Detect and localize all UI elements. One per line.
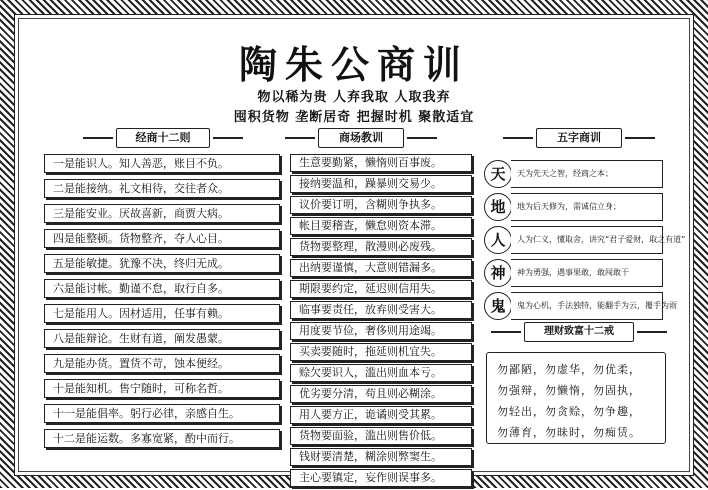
mid-section-title: 商场教训 bbox=[318, 128, 404, 148]
lesson-item: 生意要勤紧，懒惰则百事废。 bbox=[290, 154, 472, 172]
rule-item: 十二是能运数。多寡宽紧，酌中而行。 bbox=[44, 429, 280, 448]
char-circle: 天 bbox=[484, 160, 512, 188]
rule-item: 九是能办货。置货不苛，蚀本便经。 bbox=[44, 354, 280, 373]
admonition-box bbox=[486, 352, 666, 444]
rule-item: 四是能整顿。货物整齐，夺人心目。 bbox=[44, 229, 280, 248]
lesson-item: 钱财要清楚，糊涂则弊窦生。 bbox=[290, 448, 472, 466]
left-section-title: 经商十二则 bbox=[116, 128, 210, 148]
rule-item: 七是能用人。因材适用，任事有赖。 bbox=[44, 304, 280, 323]
right-section-title: 五字商训 bbox=[536, 128, 622, 148]
char-circle: 鬼 bbox=[484, 292, 512, 320]
rule-item: 八是能辩论。生财有道，阐发愚蒙。 bbox=[44, 329, 280, 348]
lesson-item: 优劣要分清，苟且则必糊涂。 bbox=[290, 385, 472, 403]
rule-item: 三是能安业。厌故喜新，商贾大病。 bbox=[44, 204, 280, 223]
lesson-item: 用人要方正，诡谲则受其累。 bbox=[290, 406, 472, 424]
left-list bbox=[44, 154, 280, 454]
lesson-item: 议价要订明，含糊则争执多。 bbox=[290, 196, 472, 214]
lesson-item: 货物要面验，滥出则售价低。 bbox=[290, 427, 472, 445]
mid-list bbox=[290, 154, 472, 490]
char-description: 鬼为心机，手法独特，能翻手为云，覆手为雨 bbox=[511, 292, 663, 320]
char-description: 神为勇强，遇事果敢，敢闯敢干 bbox=[511, 259, 663, 287]
char-circle: 地 bbox=[484, 193, 512, 221]
lesson-item: 用度要节俭，奢侈则用途竭。 bbox=[290, 322, 472, 340]
five-char-list bbox=[511, 160, 686, 325]
page-title: 陶朱公商训 bbox=[238, 42, 469, 87]
lesson-item: 主心要镇定，妄作则误事多。 bbox=[290, 469, 472, 487]
char-description: 人为仁义，懂取舍，讲究“君子爱财，取之有道” bbox=[511, 226, 663, 254]
rule-item: 十一是能倡率。躬行必律，亲感自生。 bbox=[44, 404, 280, 423]
rule-item: 十是能知机。售宁随时，可称名哲。 bbox=[44, 379, 280, 398]
bottom-section-title: 理财致富十二戒 bbox=[524, 322, 634, 342]
lesson-item: 期限要约定，延迟则信用失。 bbox=[290, 280, 472, 298]
char-circle: 神 bbox=[484, 259, 512, 287]
char-description: 天为先天之智，经商之本； bbox=[511, 160, 663, 188]
lesson-item: 出纳要谨慎，大意则错漏多。 bbox=[290, 259, 472, 277]
lesson-item: 买卖要随时，拖延则机宜失。 bbox=[290, 343, 472, 361]
lesson-item: 帐目要稽查，懒怠则资本滞。 bbox=[290, 217, 472, 235]
five-char-column bbox=[484, 160, 514, 325]
box-line: 勿轻出，勿贪赊，勿争趣， bbox=[497, 405, 641, 418]
lesson-item: 货物要整理，散漫则必废残。 bbox=[290, 238, 472, 256]
lesson-item: 临事要责任，放弃则受害大。 bbox=[290, 301, 472, 319]
rule-item: 五是能敏捷。犹豫不决，终归无成。 bbox=[44, 254, 280, 273]
lesson-item: 赊欠要识人，滥出则血本亏。 bbox=[290, 364, 472, 382]
lesson-item: 接纳要温和，躁暴则交易少。 bbox=[290, 175, 472, 193]
rule-item: 一是能识人。知人善恶，账目不负。 bbox=[44, 154, 280, 173]
char-circle: 人 bbox=[484, 226, 512, 254]
box-line: 勿鄙陋，勿虚华，勿优柔， bbox=[497, 363, 641, 376]
box-line: 勿强辩，勿懒惰，勿固执， bbox=[497, 384, 641, 397]
rule-item: 六是能讨帐。勤谨不怠，取行自多。 bbox=[44, 279, 280, 298]
subtitle-line-2: 囤积货物 垄断居奇 把握时机 聚散适宜 bbox=[233, 110, 475, 125]
subtitle-line-1: 物以稀为贵 人弃我取 人取我弃 bbox=[257, 90, 451, 105]
rule-item: 二是能接纳。礼文相待，交往者众。 bbox=[44, 179, 280, 198]
char-description: 地为后天修为，需诚信立身； bbox=[511, 193, 663, 221]
box-line: 勿薄育，勿昧时，勿痴赁。 bbox=[497, 426, 641, 439]
